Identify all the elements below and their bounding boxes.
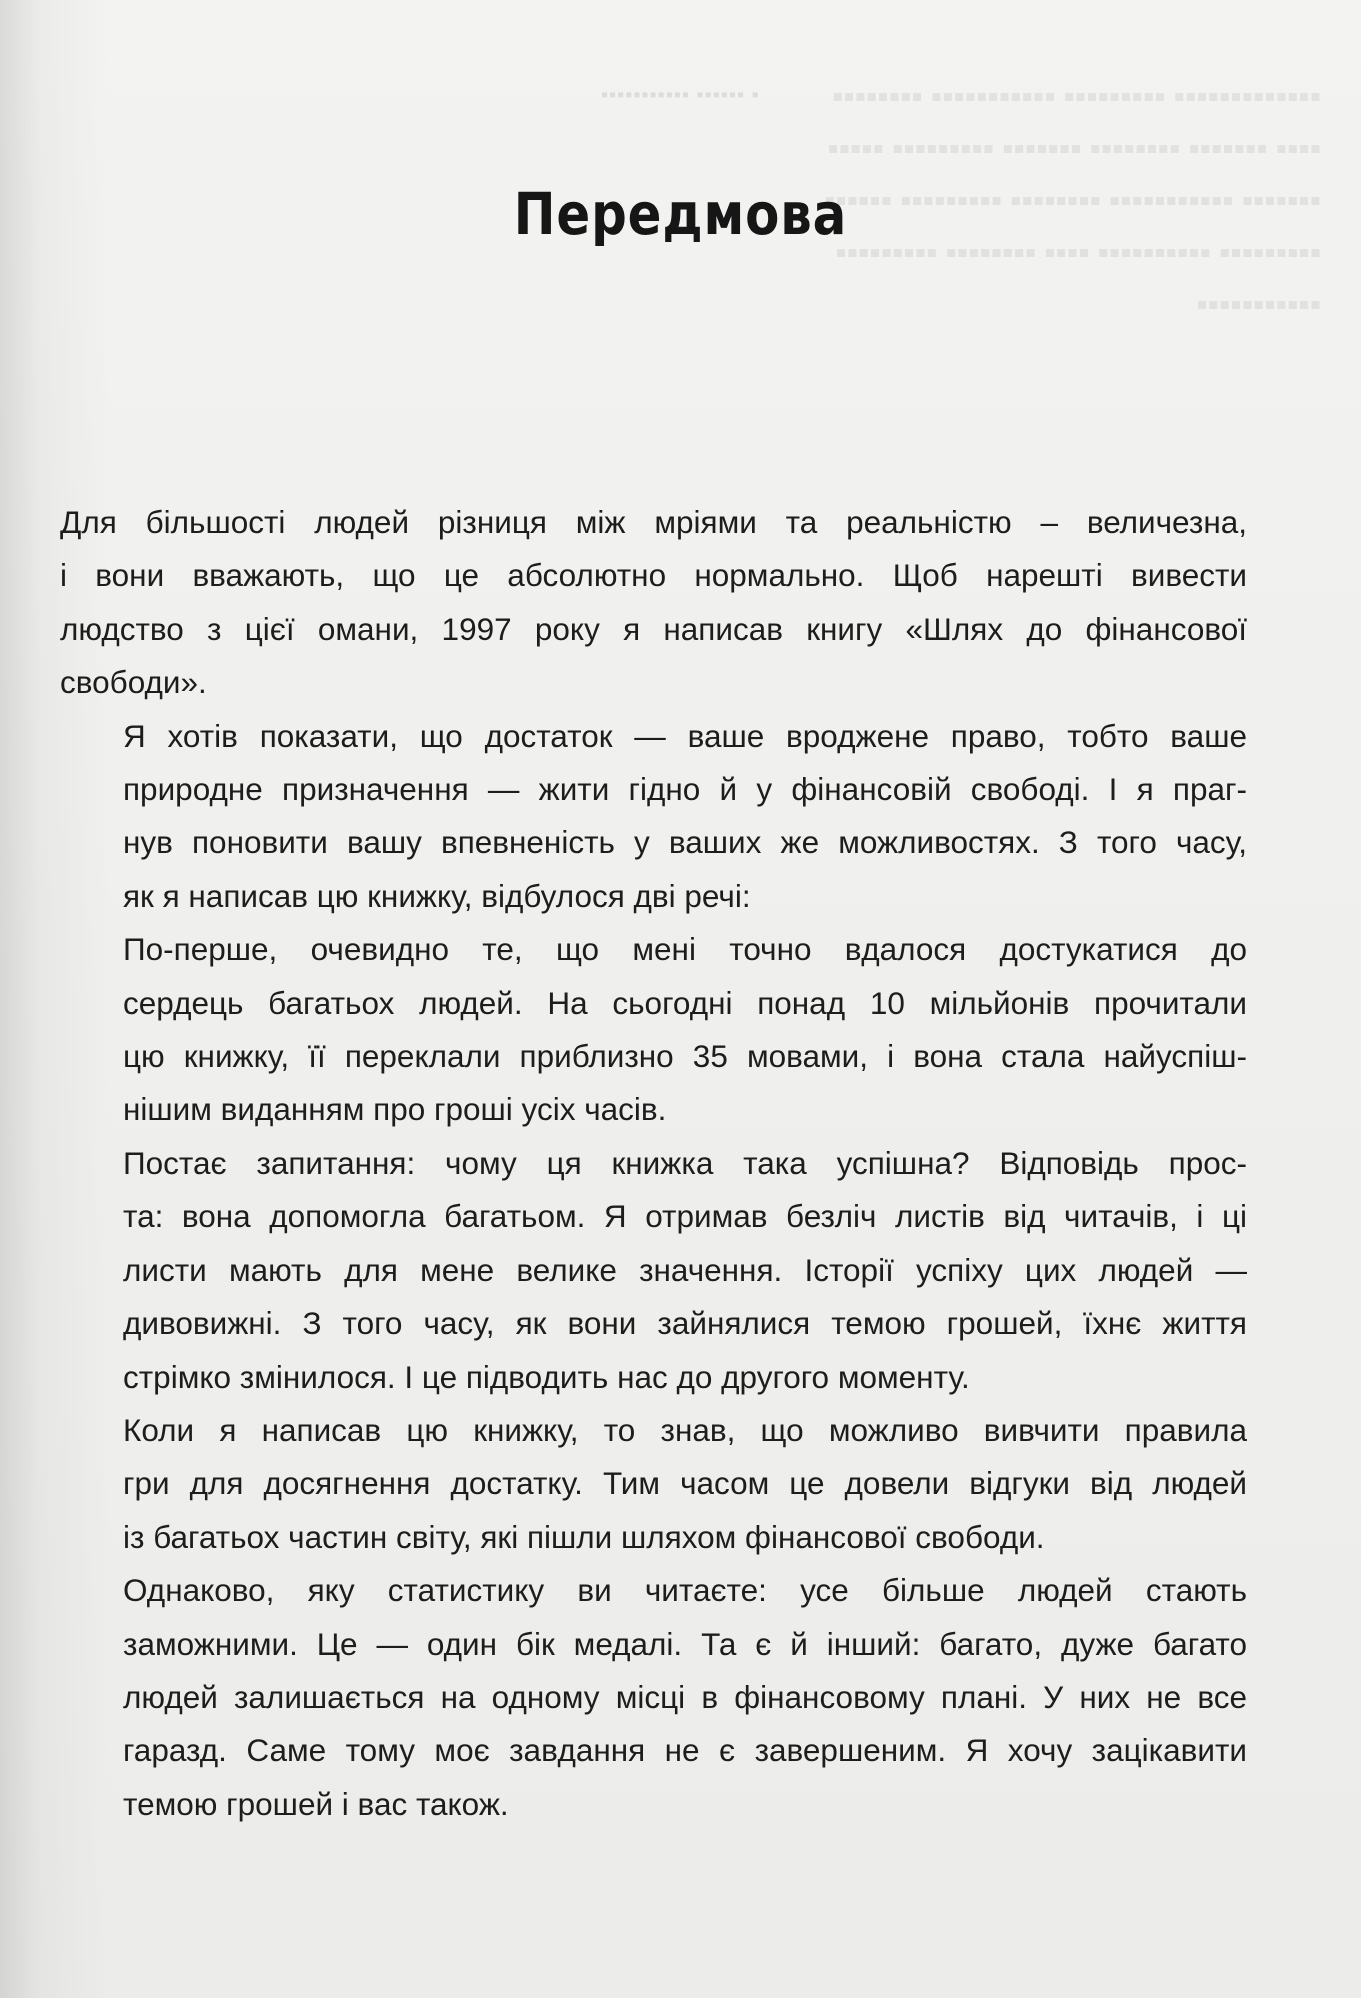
text-line: Однаково, яку статистику ви читаєте: усе більше людей стають [123,1572,1247,1609]
page-title: Передмова [513,180,848,248]
text-line: із багатьох частин світу, які пішли шляхом фінансової свободи. [123,1518,1045,1555]
show-through-running-head: ▪ ▪▪▪▪▪▪ ▪▪▪▪▪▪▪▪▪▪▪ [600,84,759,106]
text-line: нув поновити вашу впевненість у ваших же можливостях. З того часу, [123,824,1247,861]
paragraph-2 [60,710,1247,924]
text-line: листи мають для мене велике значення. Історії успіху цих людей — [123,1251,1247,1288]
text-line: нішим виданням про гроші усіх часів. [123,1091,667,1128]
text-line: людей залишається на одному місці в фінансовому плані. У них не все [123,1678,1247,1715]
paragraph-3 [60,923,1247,1137]
text-line: Постає запитання: чому ця книжка така успішна? Відповідь прос- [123,1144,1247,1181]
paragraph-5 [60,1404,1247,1564]
body-text [60,496,1247,1831]
text-line: стрімко змінилося. І це підводить нас до другого моменту. [123,1358,970,1395]
paragraph-4 [60,1137,1247,1404]
text-line: свободи». [60,664,207,701]
text-line: і вони вважають, що це абсолютно нормально. Щоб нарешті вивести [60,557,1247,594]
text-line: заможними. Це — один бік медалі. Та є й інший: багато, дуже багато [123,1625,1247,1662]
text-line: природне призначення — жити гідно й у фінансовій свободі. І я праг- [123,771,1247,808]
show-through-text: ▪▪▪▪▪▪▪▪▪▪▪▪▪ ▪▪▪▪▪▪▪▪▪ ▪▪▪▪▪▪▪▪▪▪▪ ▪▪▪▪▪▪▪▪ ▪▪▪▪ ▪▪▪▪▪▪▪ ▪▪▪▪▪▪▪▪ ▪▪▪▪▪▪▪ ▪▪▪▪▪▪▪▪▪ ▪▪▪▪▪ ▪▪▪▪▪▪▪ ▪▪▪▪▪▪▪▪▪▪▪ ▪▪▪▪▪▪▪▪ ▪▪▪▪▪▪▪▪▪ ▪▪▪▪▪▪ ▪▪▪▪▪▪▪▪▪ ▪▪▪▪▪▪▪▪▪▪ ▪▪▪▪ ▪▪▪▪▪▪▪▪ ▪▪▪▪▪▪▪▪▪ ▪▪▪▪▪▪▪▪▪▪▪ [823,78,1321,322]
text-line: Я хотів показати, що достаток — ваше вроджене право, тобто ваше [123,717,1247,754]
text-line: темою грошей і вас також. [123,1785,509,1822]
text-line: гаразд. Саме тому моє завдання не є завершеним. Я хочу зацікавити [123,1732,1247,1769]
text-line: гри для досягнення достатку. Тим часом це довели відгуки від людей [123,1465,1247,1502]
text-line: людство з цієї омани, 1997 року я написав книгу «Шлях до фінансової [60,610,1247,647]
text-line: цю книжку, її переклали приблизно 35 мовами, і вона стала найуспіш- [123,1038,1247,1075]
text-line: По-перше, очевидно те, що мені точно вдалося достукатися до [123,931,1247,968]
paragraph-1 [60,496,1247,710]
text-line: сердець багатьох людей. На сьогодні понад 10 мільйонів прочитали [123,984,1247,1021]
text-line: як я написав цю книжку, відбулося дві речі: [123,877,751,914]
text-line: Коли я написав цю книжку, то знав, що можливо вивчити правила [123,1411,1247,1448]
text-line: та: вона допомогла багатьом. Я отримав безліч листів від читачів, і ці [123,1198,1247,1235]
text-line: Для більшості людей різниця між мріями та реальністю – величезна, [60,504,1247,540]
text-line: дивовижні. З того часу, як вони зайнялися темою грошей, їхнє життя [123,1305,1247,1342]
paragraph-6 [60,1564,1247,1831]
